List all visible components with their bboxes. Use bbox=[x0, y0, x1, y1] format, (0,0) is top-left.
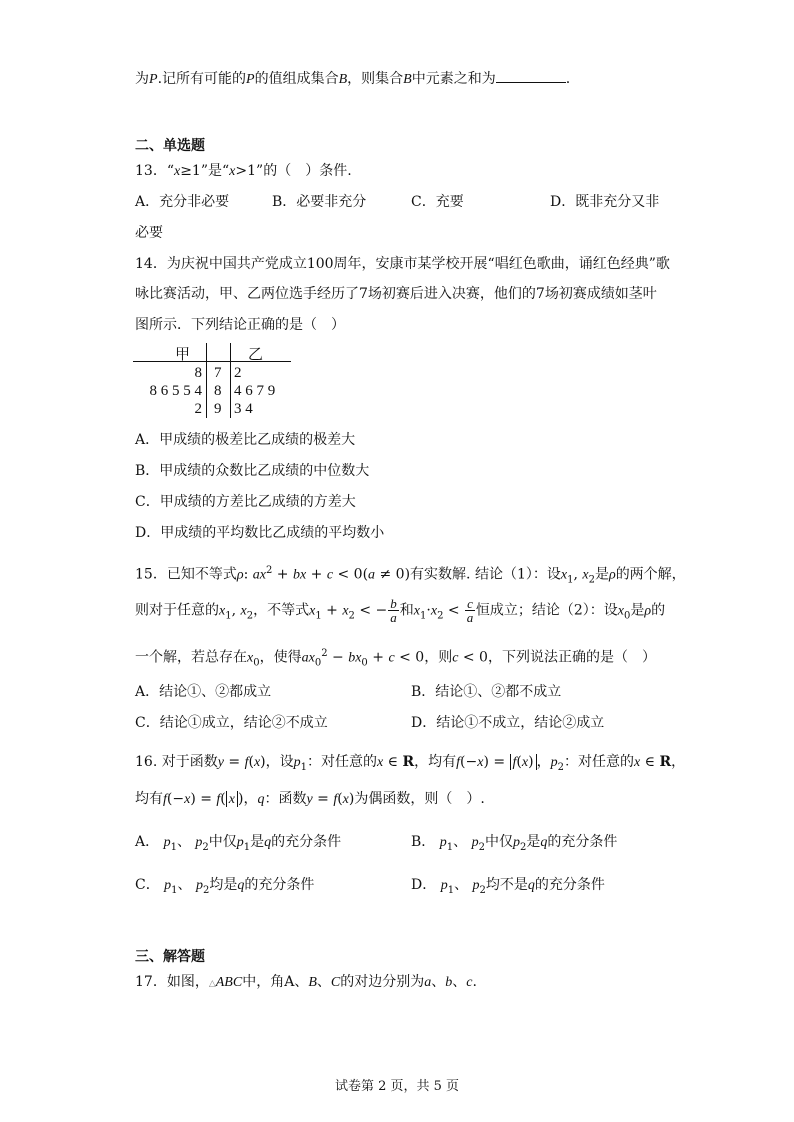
q16-option-d: D． $p_1$、 $p_2$均不是q的充分条件 bbox=[411, 877, 605, 896]
q15-option-a: A．结论①、②都成立 bbox=[135, 684, 272, 700]
stem-leaf-stem: 7 bbox=[214, 365, 222, 381]
stem-leaf-left-header: 甲 bbox=[175, 347, 191, 363]
stem-leaf-left-leaves: 8 6 5 5 4 bbox=[149, 383, 202, 399]
q15-option-b: B．结论①、②都不成立 bbox=[411, 684, 562, 700]
question-15-line2: 则对于任意的$x_1$, $x_2$，不等式$x_1 + x_2$ < − $\frac{b}{a}$ 和$x_1\cdot x_2$ < $\frac{c}{a}$ 恒成立；结论（2）：设$x_0$是ρ的 bbox=[135, 596, 666, 625]
section-heading-answers: 三、解答题 bbox=[135, 949, 205, 965]
stem-leaf-left-divider bbox=[206, 343, 207, 418]
q16-option-a: A． $p_1$、 $p_2$中仅$p_1$是q的充分条件 bbox=[135, 834, 342, 853]
q16-option-c: C． $p_1$、 $p_2$均是q的充分条件 bbox=[135, 877, 315, 896]
q14-option-c: C．甲成绩的方差比乙成绩的方差大 bbox=[135, 494, 356, 510]
stem-leaf-right-header: 乙 bbox=[248, 347, 264, 363]
stem-leaf-stem: 8 bbox=[214, 383, 222, 399]
question-14-line1: 14．为庆祝中国共产党成立100周年，安康市某学校开展“唱红色歌曲，诵红色经典”歌 bbox=[135, 256, 670, 272]
question-16-line2: 均有f(−x) = f( x )，q：函数y = f(x)为偶函数，则（ ）. bbox=[135, 791, 485, 807]
question-13: 13．“x≥1”是“x>1”的（ ）条件. bbox=[135, 163, 352, 179]
q13-option-c: C．充要 bbox=[411, 194, 464, 210]
q14-option-d: D．甲成绩的平均数比乙成绩的平均数小 bbox=[135, 525, 385, 541]
q16-option-b: B． $p_1$、 $p_2$中仅$p_2$是q的充分条件 bbox=[411, 834, 618, 853]
question-14-line2: 咏比赛活动，甲、乙两位选手经历了7场初赛后进入决赛，他们的7场初赛成绩如茎叶 bbox=[135, 286, 657, 302]
stem-leaf-right-leaves: 3 4 bbox=[234, 401, 253, 417]
q15-option-d: D．结论①不成立，结论②成立 bbox=[411, 715, 605, 731]
q14-option-a: A．甲成绩的极差比乙成绩的极差大 bbox=[135, 432, 356, 448]
question-15-line1: 15．已知不等式ρ: $ax^2$ + bx + c < 0(a ≠ 0)有实数解. 结论（1）：设$x_1$, $x_2$是ρ的两个解， bbox=[135, 565, 686, 586]
question-16-line1: 16. 对于函数y = f(x)，设$p_1$：对任意的x ∈ R，均有f(−x) = f(x) ，$p_2$：对任意的x ∈ R， bbox=[135, 754, 686, 773]
section-heading-single-choice: 二、单选题 bbox=[135, 138, 205, 154]
page-footer: 试卷第 2 页，共 5 页 bbox=[334, 1079, 460, 1094]
continuation-line: 为P.记所有可能的P的值组成集合B，则集合B中元素之和为 . bbox=[135, 68, 570, 89]
q13-option-d-cont: 必要 bbox=[135, 225, 163, 241]
q13-option-a: A．充分非必要 bbox=[135, 194, 230, 210]
answer-blank bbox=[496, 68, 566, 83]
question-17: 17．如图，△ABC中，角A、B、C的对边分别为a、b、c. bbox=[135, 974, 477, 990]
stem-leaf-right-leaves: 4 6 7 9 bbox=[234, 383, 276, 399]
stem-leaf-stem: 9 bbox=[214, 401, 222, 417]
stem-leaf-left-leaves: 2 bbox=[194, 401, 202, 417]
question-14-line3: 图所示．下列结论正确的是（ ） bbox=[135, 317, 345, 333]
q14-option-b: B．甲成绩的众数比乙成绩的中位数大 bbox=[135, 463, 370, 479]
stem-leaf-left-leaves: 8 bbox=[194, 365, 202, 381]
stem-leaf-right-divider bbox=[230, 343, 231, 418]
stem-leaf-header-line bbox=[133, 361, 291, 362]
question-15-line3: 一个解，若总存在$x_0$，使得$ax_0^2 - bx_0 + c < 0$，则c < 0，下列说法正确的是（ ） bbox=[135, 648, 656, 669]
stem-leaf-right-leaves: 2 bbox=[234, 365, 242, 381]
q13-option-b: B．必要非充分 bbox=[272, 194, 367, 210]
q15-option-c: C．结论①成立，结论②不成立 bbox=[135, 715, 328, 731]
q13-option-d: D．既非充分又非 bbox=[550, 194, 660, 210]
